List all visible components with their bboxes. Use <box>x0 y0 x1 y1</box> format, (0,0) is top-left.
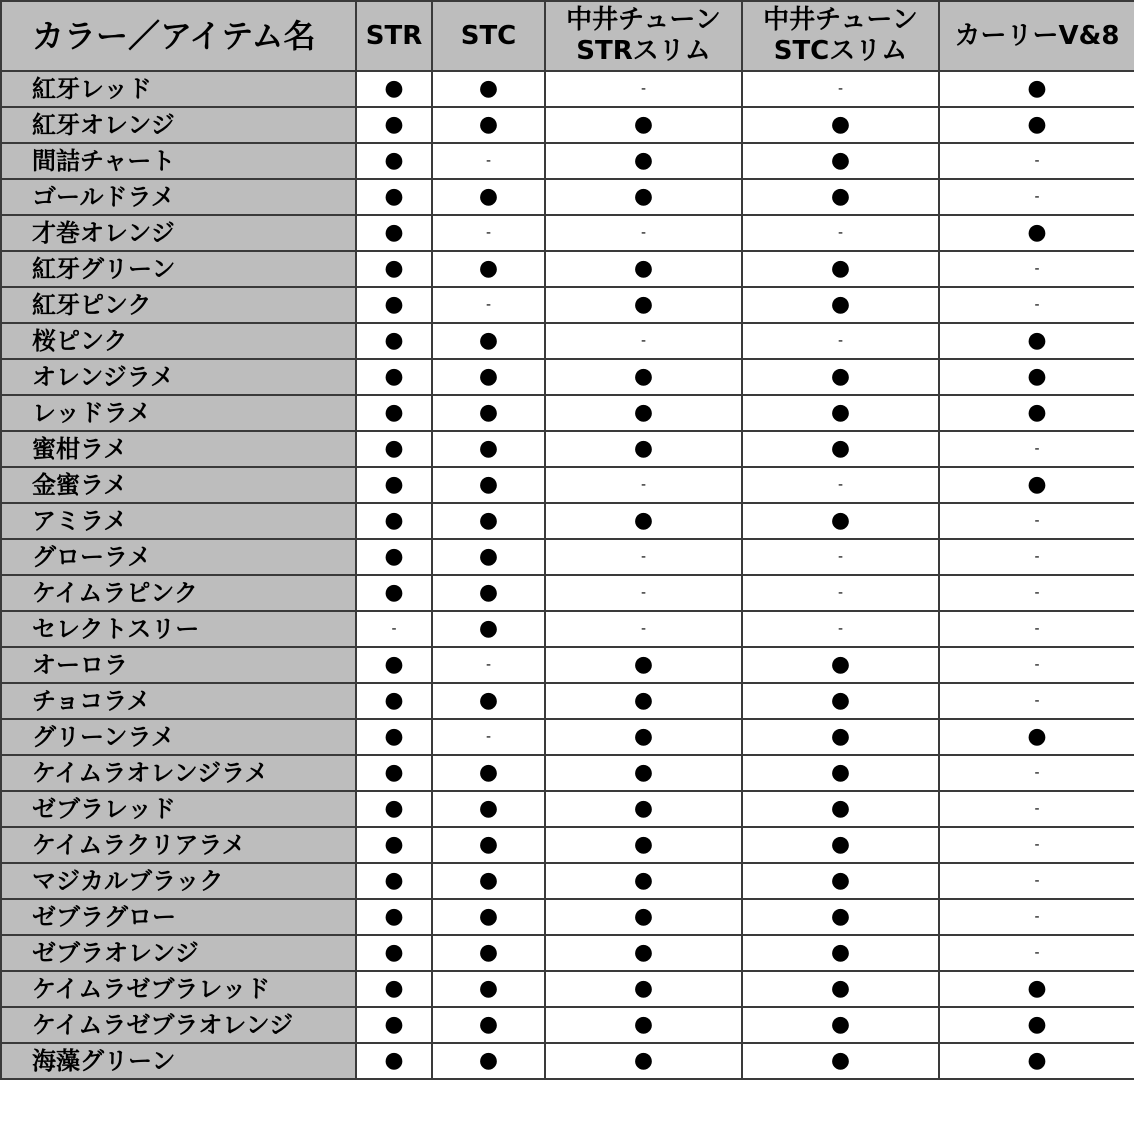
unavailable-dash-nakai-stc-slim: - <box>742 215 939 251</box>
available-dot-str: ● <box>356 179 432 215</box>
color-name-cell: ゼブラグロー <box>1 899 356 935</box>
available-dot-stc: ● <box>432 791 545 827</box>
color-name-cell: 桜ピンク <box>1 323 356 359</box>
color-name-cell: 紅牙レッド <box>1 71 356 107</box>
unavailable-dash-curly-v8: - <box>939 143 1134 179</box>
available-dot-nakai-str-slim: ● <box>545 899 742 935</box>
available-dot-curly-v8: ● <box>939 323 1134 359</box>
unavailable-dash-nakai-stc-slim: - <box>742 539 939 575</box>
available-dot-nakai-str-slim: ● <box>545 827 742 863</box>
available-dot-nakai-str-slim: ● <box>545 359 742 395</box>
color-name-cell: 紅牙オレンジ <box>1 107 356 143</box>
available-dot-str: ● <box>356 683 432 719</box>
unavailable-dash-nakai-str-slim: - <box>545 575 742 611</box>
unavailable-dash-curly-v8: - <box>939 431 1134 467</box>
unavailable-dash-stc: - <box>432 647 545 683</box>
header-nakai-str-line2: STRスリム <box>576 36 711 66</box>
unavailable-dash-str: - <box>356 611 432 647</box>
unavailable-dash-nakai-str-slim: - <box>545 215 742 251</box>
available-dot-nakai-str-slim: ● <box>545 647 742 683</box>
available-dot-stc: ● <box>432 827 545 863</box>
table-row <box>1 863 1134 899</box>
available-dot-nakai-str-slim: ● <box>545 287 742 323</box>
unavailable-dash-curly-v8: - <box>939 791 1134 827</box>
available-dot-stc: ● <box>432 107 545 143</box>
available-dot-str: ● <box>356 143 432 179</box>
available-dot-nakai-stc-slim: ● <box>742 863 939 899</box>
available-dot-stc: ● <box>432 611 545 647</box>
color-name-cell: セレクトスリー <box>1 611 356 647</box>
header-str: STR <box>356 1 432 71</box>
available-dot-nakai-stc-slim: ● <box>742 899 939 935</box>
table-row <box>1 1007 1134 1043</box>
table-row <box>1 179 1134 215</box>
unavailable-dash-curly-v8: - <box>939 827 1134 863</box>
header-nakai-str-slim <box>545 1 742 71</box>
available-dot-nakai-stc-slim: ● <box>742 683 939 719</box>
available-dot-str: ● <box>356 1007 432 1043</box>
available-dot-nakai-stc-slim: ● <box>742 971 939 1007</box>
table-row <box>1 647 1134 683</box>
table-row <box>1 431 1134 467</box>
table-row <box>1 755 1134 791</box>
available-dot-str: ● <box>356 503 432 539</box>
available-dot-nakai-stc-slim: ● <box>742 143 939 179</box>
unavailable-dash-curly-v8: - <box>939 755 1134 791</box>
available-dot-stc: ● <box>432 71 545 107</box>
available-dot-str: ● <box>356 827 432 863</box>
available-dot-str: ● <box>356 539 432 575</box>
table-row <box>1 215 1134 251</box>
unavailable-dash-nakai-str-slim: - <box>545 467 742 503</box>
available-dot-nakai-stc-slim: ● <box>742 1043 939 1079</box>
table-row <box>1 467 1134 503</box>
available-dot-stc: ● <box>432 539 545 575</box>
unavailable-dash-nakai-str-slim: - <box>545 323 742 359</box>
table-row <box>1 971 1134 1007</box>
table-row <box>1 791 1134 827</box>
available-dot-str: ● <box>356 359 432 395</box>
available-dot-nakai-stc-slim: ● <box>742 791 939 827</box>
available-dot-stc: ● <box>432 1007 545 1043</box>
available-dot-nakai-str-slim: ● <box>545 1007 742 1043</box>
available-dot-nakai-str-slim: ● <box>545 863 742 899</box>
available-dot-curly-v8: ● <box>939 359 1134 395</box>
available-dot-stc: ● <box>432 179 545 215</box>
available-dot-nakai-str-slim: ● <box>545 251 742 287</box>
table-row <box>1 503 1134 539</box>
table-header <box>1 1 1134 71</box>
table-row <box>1 323 1134 359</box>
available-dot-nakai-stc-slim: ● <box>742 755 939 791</box>
header-stc: STC <box>432 1 545 71</box>
header-color-item-name: カラー／アイテム名 <box>1 1 356 71</box>
color-name-cell: オレンジラメ <box>1 359 356 395</box>
header-nakai-stc-line1: 中井チューン <box>763 5 918 35</box>
unavailable-dash-curly-v8: - <box>939 251 1134 287</box>
unavailable-dash-stc: - <box>432 215 545 251</box>
color-name-cell: 才巻オレンジ <box>1 215 356 251</box>
header-row <box>1 1 1134 71</box>
table-row <box>1 611 1134 647</box>
available-dot-curly-v8: ● <box>939 971 1134 1007</box>
available-dot-stc: ● <box>432 359 545 395</box>
unavailable-dash-nakai-str-slim: - <box>545 611 742 647</box>
unavailable-dash-curly-v8: - <box>939 935 1134 971</box>
available-dot-stc: ● <box>432 683 545 719</box>
table-row <box>1 251 1134 287</box>
available-dot-nakai-str-slim: ● <box>545 431 742 467</box>
available-dot-nakai-str-slim: ● <box>545 755 742 791</box>
available-dot-stc: ● <box>432 1043 545 1079</box>
unavailable-dash-nakai-stc-slim: - <box>742 575 939 611</box>
available-dot-str: ● <box>356 935 432 971</box>
available-dot-nakai-str-slim: ● <box>545 503 742 539</box>
table-row <box>1 143 1134 179</box>
unavailable-dash-stc: - <box>432 719 545 755</box>
color-name-cell: 紅牙グリーン <box>1 251 356 287</box>
table-row <box>1 1043 1134 1079</box>
available-dot-nakai-str-slim: ● <box>545 791 742 827</box>
header-nakai-stc-slim <box>742 1 939 71</box>
available-dot-str: ● <box>356 1043 432 1079</box>
unavailable-dash-curly-v8: - <box>939 611 1134 647</box>
available-dot-nakai-str-slim: ● <box>545 935 742 971</box>
color-name-cell: ケイムラオレンジラメ <box>1 755 356 791</box>
table-row <box>1 359 1134 395</box>
available-dot-str: ● <box>356 863 432 899</box>
header-nakai-str-line1: 中井チューン <box>566 5 721 35</box>
available-dot-nakai-str-slim: ● <box>545 143 742 179</box>
unavailable-dash-curly-v8: - <box>939 683 1134 719</box>
unavailable-dash-nakai-stc-slim: - <box>742 71 939 107</box>
available-dot-stc: ● <box>432 935 545 971</box>
available-dot-nakai-stc-slim: ● <box>742 287 939 323</box>
color-name-cell: ケイムラクリアラメ <box>1 827 356 863</box>
available-dot-stc: ● <box>432 251 545 287</box>
available-dot-stc: ● <box>432 575 545 611</box>
color-name-cell: 海藻グリーン <box>1 1043 356 1079</box>
color-name-cell: 間詰チャート <box>1 143 356 179</box>
available-dot-str: ● <box>356 791 432 827</box>
available-dot-nakai-stc-slim: ● <box>742 647 939 683</box>
available-dot-stc: ● <box>432 395 545 431</box>
color-name-cell: チョコラメ <box>1 683 356 719</box>
available-dot-str: ● <box>356 647 432 683</box>
unavailable-dash-nakai-stc-slim: - <box>742 323 939 359</box>
available-dot-str: ● <box>356 287 432 323</box>
table-body <box>1 71 1134 1079</box>
available-dot-nakai-str-slim: ● <box>545 683 742 719</box>
color-name-cell: ケイムラゼブラレッド <box>1 971 356 1007</box>
unavailable-dash-curly-v8: - <box>939 899 1134 935</box>
available-dot-str: ● <box>356 107 432 143</box>
available-dot-nakai-str-slim: ● <box>545 1043 742 1079</box>
available-dot-nakai-str-slim: ● <box>545 107 742 143</box>
unavailable-dash-curly-v8: - <box>939 179 1134 215</box>
unavailable-dash-curly-v8: - <box>939 287 1134 323</box>
color-name-cell: ゼブラレッド <box>1 791 356 827</box>
available-dot-str: ● <box>356 71 432 107</box>
available-dot-nakai-stc-slim: ● <box>742 359 939 395</box>
unavailable-dash-nakai-str-slim: - <box>545 71 742 107</box>
available-dot-nakai-stc-slim: ● <box>742 935 939 971</box>
available-dot-str: ● <box>356 755 432 791</box>
available-dot-nakai-str-slim: ● <box>545 719 742 755</box>
color-name-cell: オーロラ <box>1 647 356 683</box>
available-dot-stc: ● <box>432 431 545 467</box>
color-name-cell: マジカルブラック <box>1 863 356 899</box>
table-row <box>1 899 1134 935</box>
available-dot-nakai-stc-slim: ● <box>742 107 939 143</box>
available-dot-stc: ● <box>432 899 545 935</box>
available-dot-nakai-stc-slim: ● <box>742 827 939 863</box>
color-name-cell: アミラメ <box>1 503 356 539</box>
available-dot-curly-v8: ● <box>939 1043 1134 1079</box>
available-dot-nakai-stc-slim: ● <box>742 1007 939 1043</box>
color-name-cell: グローラメ <box>1 539 356 575</box>
available-dot-str: ● <box>356 575 432 611</box>
available-dot-nakai-str-slim: ● <box>545 971 742 1007</box>
available-dot-str: ● <box>356 431 432 467</box>
available-dot-curly-v8: ● <box>939 1007 1134 1043</box>
unavailable-dash-nakai-stc-slim: - <box>742 467 939 503</box>
unavailable-dash-nakai-str-slim: - <box>545 539 742 575</box>
available-dot-curly-v8: ● <box>939 467 1134 503</box>
available-dot-stc: ● <box>432 323 545 359</box>
table-row <box>1 107 1134 143</box>
table-row <box>1 287 1134 323</box>
available-dot-curly-v8: ● <box>939 395 1134 431</box>
table-row <box>1 395 1134 431</box>
unavailable-dash-curly-v8: - <box>939 575 1134 611</box>
unavailable-dash-curly-v8: - <box>939 863 1134 899</box>
table-row <box>1 935 1134 971</box>
color-name-cell: グリーンラメ <box>1 719 356 755</box>
available-dot-stc: ● <box>432 467 545 503</box>
table-row <box>1 575 1134 611</box>
available-dot-str: ● <box>356 971 432 1007</box>
available-dot-stc: ● <box>432 503 545 539</box>
color-name-cell: レッドラメ <box>1 395 356 431</box>
available-dot-nakai-stc-slim: ● <box>742 431 939 467</box>
available-dot-nakai-str-slim: ● <box>545 179 742 215</box>
available-dot-nakai-stc-slim: ● <box>742 719 939 755</box>
available-dot-str: ● <box>356 719 432 755</box>
color-name-cell: ゼブラオレンジ <box>1 935 356 971</box>
available-dot-nakai-stc-slim: ● <box>742 395 939 431</box>
available-dot-str: ● <box>356 467 432 503</box>
unavailable-dash-stc: - <box>432 143 545 179</box>
available-dot-str: ● <box>356 251 432 287</box>
color-name-cell: 金蜜ラメ <box>1 467 356 503</box>
available-dot-nakai-stc-slim: ● <box>742 503 939 539</box>
table-row <box>1 539 1134 575</box>
available-dot-nakai-str-slim: ● <box>545 395 742 431</box>
table-row <box>1 71 1134 107</box>
unavailable-dash-curly-v8: - <box>939 503 1134 539</box>
unavailable-dash-curly-v8: - <box>939 539 1134 575</box>
color-name-cell: ケイムラピンク <box>1 575 356 611</box>
available-dot-stc: ● <box>432 755 545 791</box>
unavailable-dash-stc: - <box>432 287 545 323</box>
available-dot-str: ● <box>356 899 432 935</box>
available-dot-str: ● <box>356 395 432 431</box>
available-dot-stc: ● <box>432 863 545 899</box>
color-name-cell: 紅牙ピンク <box>1 287 356 323</box>
table-row <box>1 683 1134 719</box>
table-row <box>1 719 1134 755</box>
available-dot-str: ● <box>356 323 432 359</box>
available-dot-nakai-stc-slim: ● <box>742 251 939 287</box>
available-dot-curly-v8: ● <box>939 719 1134 755</box>
header-nakai-stc-line2: STCスリム <box>773 36 908 66</box>
unavailable-dash-nakai-stc-slim: - <box>742 611 939 647</box>
available-dot-nakai-stc-slim: ● <box>742 179 939 215</box>
available-dot-stc: ● <box>432 971 545 1007</box>
available-dot-str: ● <box>356 215 432 251</box>
color-name-cell: 蜜柑ラメ <box>1 431 356 467</box>
color-name-cell: ケイムラゼブラオレンジ <box>1 1007 356 1043</box>
header-curly-v8: カーリーV&8 <box>939 1 1134 71</box>
available-dot-curly-v8: ● <box>939 107 1134 143</box>
table-row <box>1 827 1134 863</box>
color-name-cell: ゴールドラメ <box>1 179 356 215</box>
available-dot-curly-v8: ● <box>939 215 1134 251</box>
unavailable-dash-curly-v8: - <box>939 647 1134 683</box>
available-dot-curly-v8: ● <box>939 71 1134 107</box>
